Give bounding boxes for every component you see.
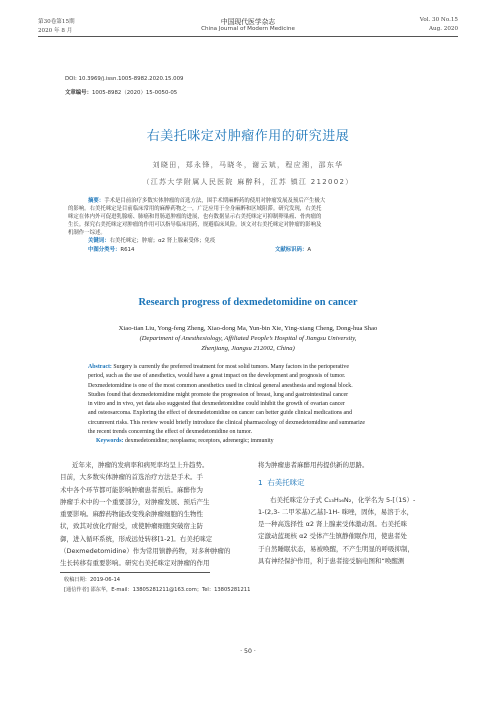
doc-code-value: A: [307, 246, 312, 253]
clc-label: 中图分类号：: [88, 246, 121, 253]
date-en: Aug. 2020: [428, 26, 458, 32]
abstract-en: [88, 363, 418, 447]
abstract-cn-label: 摘要：: [88, 198, 105, 204]
keywords-cn-value: 右美托咪定；肿瘤；α2 肾上腺素受体；免疫: [109, 238, 216, 245]
abstract-en-line: and osteosarcoma. Exploring the effect of dexmedetomidine on cancer can better guide clinical medications and: [88, 410, 353, 417]
section-title: 右美托咪定: [267, 478, 305, 488]
header-rule: [38, 36, 458, 37]
affiliation-en-line-2: Zhenjiang, Jiangsu 212002, China): [201, 345, 295, 352]
abstract-en-line: in vitro and in vivo, yet data also suggested that dexmedetomidine could inhibit the growth of ovarian cancer: [88, 401, 345, 408]
abstract-cn-line: 的影响。右美托咪定是目前临床常用的麻醉药物之一，广泛应用于全身麻醉和区域阻滞。研究发现，右美托: [68, 206, 322, 213]
journal-cn: 中国现代医学杂志: [220, 18, 276, 26]
affiliation-cn: （江苏大学附属人民医院 麻醉科，江苏 镇江 212002）: [142, 178, 354, 186]
body-line: 具有神经保护作用，利于患者接受脑电图和“唤醒测: [258, 557, 405, 566]
body-right-column: [258, 459, 448, 567]
vol-en: Vol. 30 No.15: [419, 17, 458, 23]
affiliation-en-line-1: (Department of Anesthesiology, Affiliated People’s Hospital of Jiangsu University,: [139, 335, 357, 342]
abstract-en-line: the recent trends concerning the effect of dexmedetomidine on tumor.: [88, 429, 253, 436]
keywords-cn: [68, 237, 440, 245]
title-en: Research progress of dexmedetomidine on cancer: [138, 297, 358, 308]
authors-cn: 刘晓田，郑永锋，马晓冬，谢云斌，程应湘，邵东华: [152, 161, 344, 169]
keywords-cn-label: 关键词：: [88, 238, 110, 245]
body-left-column: [60, 459, 250, 570]
body-line: 近年来，肿瘤的发病率和病死率均呈上升趋势。: [72, 461, 209, 469]
body-line: 肿瘤手术中的一个重要部分，对肿瘤发展、预后产生: [60, 497, 210, 506]
abstract-en-line: period, such as the use of anesthetics, would have a great impact on the development and prognosis of tumor.: [88, 373, 346, 380]
abstract-en-line: circumvent risks. This review would briefly introduce the clinical pharmacology of dexmedetomidine and summarize: [88, 419, 365, 426]
section-heading: [258, 477, 448, 489]
clc-value: R614: [120, 246, 135, 253]
article-number: [65, 88, 177, 96]
abstract-cn-line: 手术是目前治疗多数实体肿瘤的首选方法，围手术期麻醉药的使用对肿瘤发展及预后产生极大: [104, 198, 326, 204]
journal-en: China Journal of Modern Medicine: [201, 26, 295, 32]
body-line: 于自然睡眠状态，易被唤醒，不产生明显的呼吸抑制，: [258, 544, 414, 553]
abstract-en-line: Dexmedetomidine is one of the most common anesthetics used in clinical general anesthesia and regional block.: [88, 382, 353, 389]
section-number: 1: [258, 478, 263, 488]
doc-code-label: 文献标识码：: [275, 246, 308, 253]
body-line: 将为肿瘤患者麻醉用药提供新的思路。: [258, 461, 369, 469]
abstract-cn-line: 机制作一综述。: [68, 230, 106, 237]
doc-code: [275, 246, 311, 254]
body-line: 目前，大多数实体肿瘤的首选治疗方法是手术。手: [60, 473, 203, 482]
abstract-cn-line: 生长。探究右美托咪定对肿瘤的作用可以指导临床用药，规避临床风险。该文对右美托咪定对肿瘤的影响及: [68, 222, 322, 229]
issue-cn: 第30卷第15期: [38, 19, 75, 25]
authors-en: Xiao-tian Liu, Yong-feng Zheng, Xiao-dong Ma, Yun-bin Xie, Ying-xiang Cheng, Dong-hua Shao: [118, 325, 378, 332]
body-line: 术中各个环节都可能影响肿瘤患者预后。麻醉作为: [60, 485, 203, 494]
body-line: 是一种高选择性 α2 肾上腺素受体激动剂。右美托咪: [258, 520, 408, 529]
abstract-cn: [68, 197, 440, 254]
abstract-en-line: Studies found that dexmedetomidine might promote the progression of breast, lung and gastrointestinal cancer: [88, 391, 349, 398]
body-line: 御，进入循环系统，形成远处转移[1-2]。右美托咪定: [60, 534, 213, 543]
article-number-label: 文章编号：: [65, 90, 92, 96]
footnote-rule: [60, 572, 210, 573]
abstract-en-label: Abstract:: [88, 364, 112, 370]
body-line: 1-(2,3- 二甲苯基)乙基]-1H- 咪唑，固体，易溶于水，: [258, 507, 414, 516]
classification-row: [68, 246, 440, 254]
body-line: 右美托咪定分子式 C₁₃H₁₆N₂，化学名为 5-[（1S）-: [270, 495, 416, 504]
page-number: · 50 ·: [240, 648, 256, 655]
doi: DOI: 10.3969/j.issn.1005-8982.2020.15.009: [65, 76, 184, 82]
body-line: 定激动蓝斑核 α2 受体产生镇静催眠作用，使患者处: [258, 532, 408, 541]
keywords-en-value: dexmedetomidine; neoplasms; receptors, adrenergic; immunity: [124, 438, 274, 445]
received-date: 收稿日期：2019-06-14: [64, 577, 121, 583]
date-cn: 2020 年 8 月: [38, 28, 73, 34]
keywords-en: [88, 437, 418, 446]
abstract-en-line: Surgery is currently the preferred treatment for most solid tumors. Many factors in the perioperative: [113, 364, 349, 370]
body-line: （Dexmedetomidine）作为常用镇静药物，对多种肿瘤的: [60, 547, 231, 556]
corresponding-author: [通信作者] 邵东华，E-mail：13805281211@163.com；Tel：13805281211: [64, 587, 251, 593]
body-line: 状，致其对放化疗耐受，或使肿瘤细胞突破宿主防: [60, 522, 203, 531]
keywords-en-label: Keywords:: [96, 438, 124, 445]
title-cn: 右美托咪定对肿瘤作用的研究进展: [146, 129, 350, 144]
body-line: 重要影响。麻醉药物能改变残余肿瘤细胞的生物性: [60, 510, 203, 519]
article-number-value: 1005-8982（2020）15-0050-05: [91, 90, 178, 96]
abstract-cn-line: 咪定在体内外可促进乳腺癌、肺癌和胃肠道肿瘤的进展，也有数据显示右美托咪定可抑制卵巢癌、骨肉瘤的: [68, 214, 322, 221]
body-line: 生长转移有重要影响。研究右美托咪定对肿瘤的作用: [60, 559, 210, 568]
